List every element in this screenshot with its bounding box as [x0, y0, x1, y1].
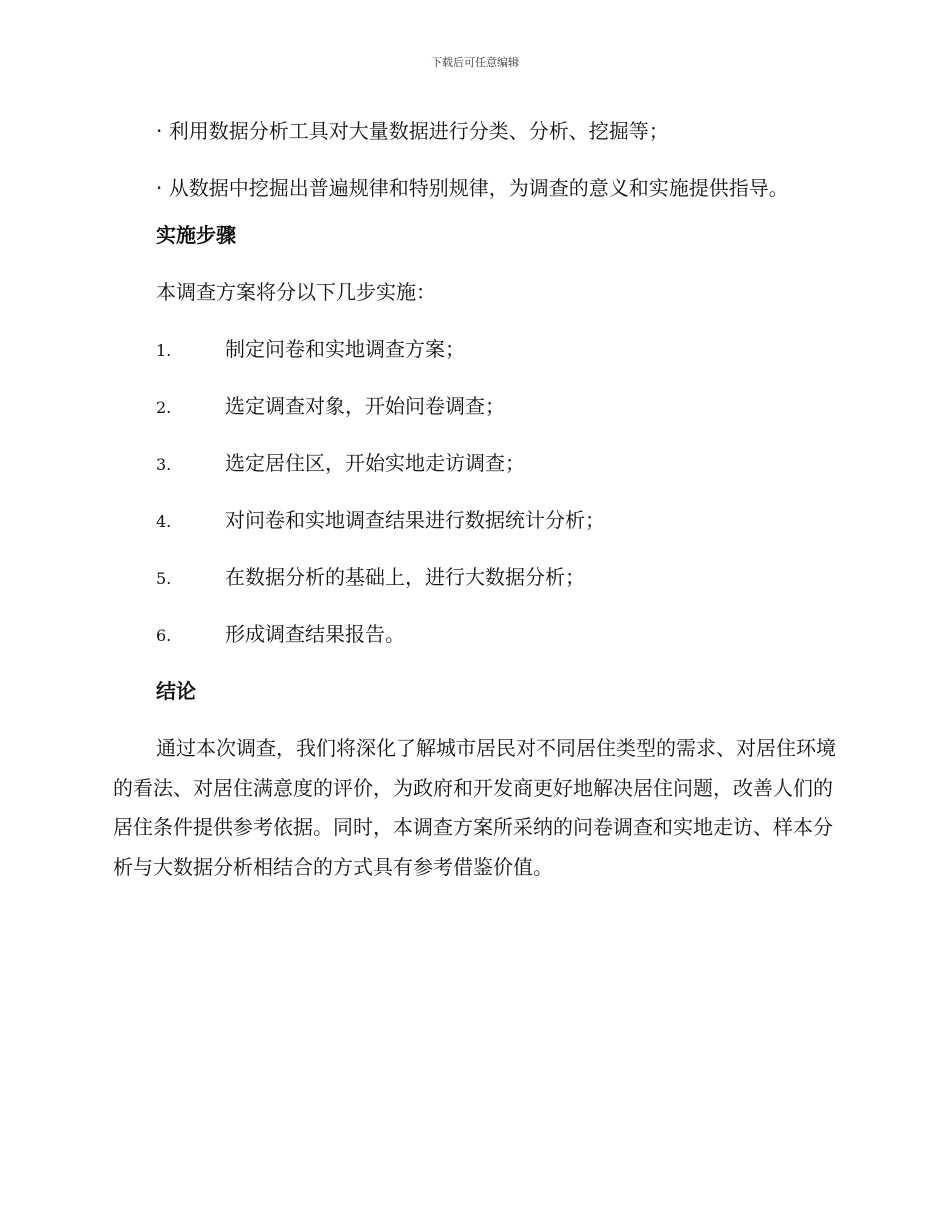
implementation-steps-list — [113, 330, 837, 654]
step-text: 制定问卷和实地调查方案； — [225, 337, 465, 361]
page-content — [113, 112, 837, 887]
step-number: 2. — [156, 398, 172, 417]
step-number: 5. — [156, 569, 172, 588]
bullet-pattern-mining: · 从数据中挖掘出普遍规律和特别规律，为调查的意义和实施提供指导。 — [156, 176, 789, 200]
implementation-intro: 本调查方案将分以下几步实施： — [156, 280, 436, 304]
section-heading-implementation: 实施步骤 — [156, 223, 236, 247]
step-number: 4. — [156, 512, 172, 531]
step-item — [113, 501, 837, 540]
page-header: 下载后可任意编辑 — [431, 56, 519, 69]
step-item — [113, 330, 837, 369]
step-item — [113, 444, 837, 483]
step-item — [113, 615, 837, 654]
step-text: 选定调查对象，开始问卷调查； — [225, 394, 505, 418]
bullet-data-analysis: · 利用数据分析工具对大量数据进行分类、分析、挖掘等； — [156, 119, 669, 143]
step-text: 对问卷和实地调查结果进行数据统计分析； — [225, 508, 605, 532]
conclusion-paragraph: 通过本次调查，我们将深化了解城市居民对不同居住类型的需求、对居住环境的看法、对居住满意度的评价，为政府和开发商更好地解决居住问题，改善人们的居住条件提供参考依据。同时，本调查方案所采纳的问卷调查和实地走访、样本分析与大数据分析相结合的方式具有参考借鉴价值。 — [113, 736, 836, 879]
step-item — [113, 387, 837, 426]
step-item — [113, 558, 837, 597]
step-number: 1. — [156, 341, 172, 360]
step-number: 6. — [156, 626, 172, 645]
section-heading-conclusion: 结论 — [156, 679, 196, 703]
step-text: 在数据分析的基础上，进行大数据分析； — [225, 565, 585, 589]
step-text: 选定居住区，开始实地走访调查； — [225, 451, 525, 475]
step-text: 形成调查结果报告。 — [225, 622, 405, 646]
step-number: 3. — [156, 455, 172, 474]
